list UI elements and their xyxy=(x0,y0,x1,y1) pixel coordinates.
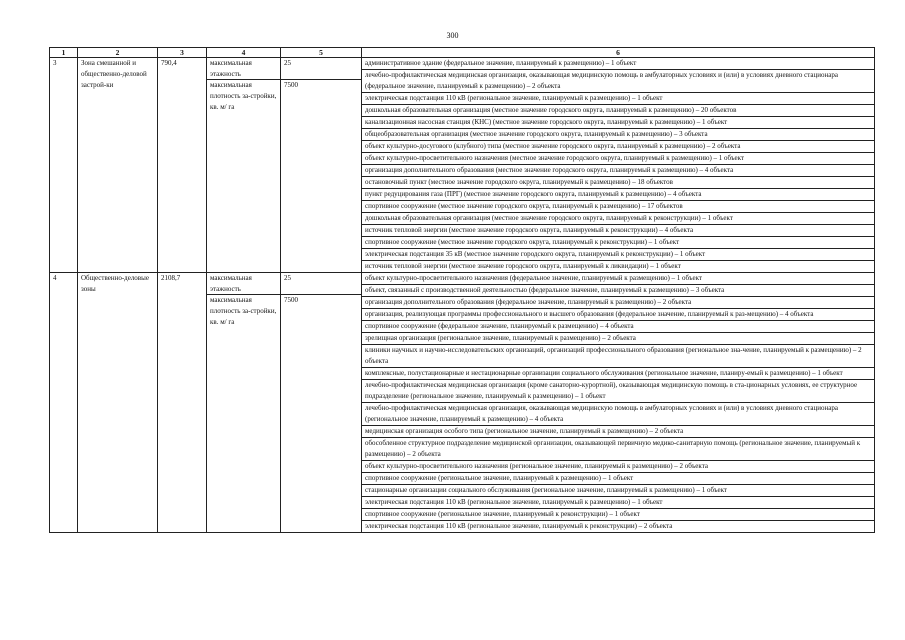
col-header-1: 1 xyxy=(50,48,78,58)
object-item: объект культурно-досугового (клубного) типа (местное значение городского округа, планируемый к размещению) – 2 объекта xyxy=(362,141,874,153)
object-item: электрическая подстанция 35 кВ (местное значение городского округа, планируемый к реконструкции) – 1 объект xyxy=(362,249,874,261)
param-label-density: максимальная плотность за-стройки, кв. м/ га xyxy=(207,79,280,113)
object-item: стационарные организации социального обслуживания (региональное значение, планируемый к размещению) – 1 объект xyxy=(362,485,874,497)
param-labels xyxy=(207,58,281,273)
object-item: общеобразовательная организация (местное значение городского округа, планируемый к размещению) – 3 объекта xyxy=(362,129,874,141)
zone-name: Общественно-деловые зоны xyxy=(78,273,158,533)
object-item: электрическая подстанция 110 кВ (региональное значение, планируемый к реконструкции) – 2 объекта xyxy=(365,522,673,530)
object-item: остановочный пункт (местное значение городского округа, планируемый к размещению) – 18 объектов xyxy=(362,177,874,189)
object-item: лечебно-профилактическая медицинская организация, оказывающая медицинскую помощь в амбулаторных условиях и (или) в условиях дневного стационара (региональное значение, планируемый к размещению) – 4 объекта xyxy=(362,403,874,426)
object-item: источник тепловой энергии (местное значение городского округа, планируемый к ликвидации) – 1 объект xyxy=(365,262,681,270)
col-header-6: 6 xyxy=(362,48,875,58)
object-item: спортивное сооружение (региональное значение, планируемый к размещению) – 1 объект xyxy=(362,473,874,485)
object-item: электрическая подстанция 110 кВ (региональное значение, планируемый к размещению) – 1 объект xyxy=(362,497,874,509)
object-item: объект культурно-просветительного назначения (местное значение городского округа, планируемый к размещению) – 1 объект xyxy=(362,153,874,165)
param-values xyxy=(281,273,362,533)
object-item: объект культурно-просветительного назначения (федеральное значение, планируемый к размещению) – 1 объект xyxy=(362,273,874,285)
col-header-3: 3 xyxy=(158,48,207,58)
object-item: объект культурно-просветительного назначения (региональное значение, планируемый к размещению) – 2 объекта xyxy=(362,461,874,473)
object-item: спортивное сооружение (местное значение городского округа, планируемый к реконструкции) – 1 объект xyxy=(362,237,874,249)
param-values xyxy=(281,58,362,273)
table-row xyxy=(50,273,875,533)
object-item: зрелищная организация (региональное значение, планируемый к размещению) – 2 объекта xyxy=(362,333,874,345)
object-item: спортивное сооружение (региональное значение, планируемый к реконструкции) – 1 объект xyxy=(362,509,874,521)
col-header-4: 4 xyxy=(207,48,281,58)
param-value-density: 7500 xyxy=(281,79,361,91)
row-number: 4 xyxy=(50,273,78,533)
zone-name: Зона смешанной и общественно-деловой застрой-ки xyxy=(78,58,158,273)
param-label-floors: максимальная этажность xyxy=(210,274,252,293)
row-number: 3 xyxy=(50,58,78,273)
objects-list xyxy=(362,273,875,533)
object-item: дошкольная образовательная организация (местное значение городского округа, планируемый к реконструкции) – 1 объект xyxy=(362,213,874,225)
object-item: медицинская организация особого типа (региональное значение, планируемый к размещению) – 2 объекта xyxy=(362,426,874,438)
zone-area: 2108,7 xyxy=(158,273,207,533)
objects-list xyxy=(362,58,875,273)
zones-table xyxy=(49,47,875,533)
zone-area: 790,4 xyxy=(158,58,207,273)
object-item: лечебно-профилактическая медицинская организация, оказывающая медицинскую помощь в амбулаторных условиях и (или) в условиях дневного стационара (федеральное значение, планируемый к размещению) – 2 объекта xyxy=(362,70,874,93)
table-header-row xyxy=(50,48,875,58)
object-item: объект, связанный с производственной деятельностью (федеральное значение, планируемый к размещению) – 3 объекта xyxy=(362,285,874,297)
param-value-floors: 25 xyxy=(284,59,291,67)
object-item: источник тепловой энергии (местное значение городского округа, планируемый к реконструкции) – 4 объекта xyxy=(362,225,874,237)
object-item: дошкольная образовательная организация (местное значение городского округа, планируемый к размещению) – 20 объектов xyxy=(362,105,874,117)
page-number: 300 xyxy=(446,31,459,40)
object-item: организация, реализующая программы профессионального и высшего образования (федеральное значение, планируемый к раз-мещению) – 4 объекта xyxy=(362,309,874,321)
object-item: организация дополнительного образования (местное значение городского округа, планируемый к размещению) – 4 объекта xyxy=(362,165,874,177)
table-row xyxy=(50,58,875,273)
param-label-floors: максимальная этажность xyxy=(210,59,252,78)
param-value-floors: 25 xyxy=(284,274,291,282)
object-item: пункт редуцирования газа (ПРГ) (местное значение городского округа, планируемый к размещению) – 4 объекта xyxy=(362,189,874,201)
param-label-density: максимальная плотность за-стройки, кв. м/ га xyxy=(207,294,280,328)
object-item: клиники научных и научно-исследовательских организаций, организаций профессионального образования (региональное зна-чение, планируемый к размещению) – 2 объекта xyxy=(362,345,874,368)
object-item: спортивное сооружение (федеральное значение, планируемый к размещению) – 4 объекта xyxy=(362,321,874,333)
object-item: административное здание (федеральное значение, планируемый к размещению) – 1 объект xyxy=(362,58,874,70)
object-item: спортивное сооружение (местное значение городского округа, планируемый к размещению) – 17 объектов xyxy=(362,201,874,213)
object-item: канализационная насосная станция (КНС) (местное значение городского округа, планируемый к размещению) – 1 объект xyxy=(362,117,874,129)
col-header-5: 5 xyxy=(281,48,362,58)
object-item: обособленное структурное подразделение медицинской организации, оказывающей первичную медико-санитарную помощь (региональное значение, планируемый к размещению) – 2 объекта xyxy=(362,438,874,461)
col-header-2: 2 xyxy=(78,48,158,58)
param-labels xyxy=(207,273,281,533)
object-item: комплексные, полустационарные и нестационарные организации социального обслуживания (региональное значение, планиру-емый к размещению) – 1 объект xyxy=(362,368,874,380)
object-item: электрическая подстанция 110 кВ (региональное значение, планируемый к размещению) – 1 объект xyxy=(362,93,874,105)
object-item: лечебно-профилактическая медицинская организация (кроме санаторно-курортной), оказывающая медицинскую помощь в ста-ционарных условиях, ее структурное подразделение (региональное значение, планируемый к размещению) – 1 объект xyxy=(362,380,874,403)
object-item: организация дополнительного образования (федеральное значение, планируемый к размещению) – 2 объекта xyxy=(362,297,874,309)
param-value-density: 7500 xyxy=(281,294,361,306)
